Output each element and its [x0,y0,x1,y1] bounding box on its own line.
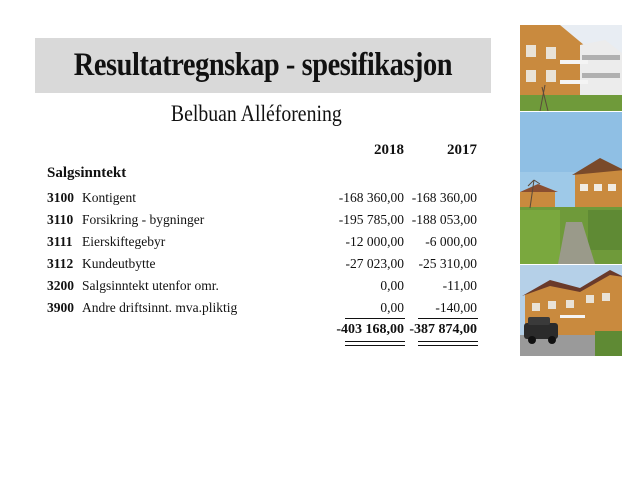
subtotal-rule-2017 [418,318,478,319]
table-row [47,234,487,254]
account-name: Kundeutbytte [82,256,156,271]
table-row [47,300,487,320]
photo-row-houses-with-car [520,265,622,356]
value-2018: -12 000,00 [345,234,404,249]
table-row [47,212,487,232]
year-header-2017: 2017 [447,142,477,158]
table-row [47,190,487,210]
value-2018: -27 023,00 [345,256,404,271]
subtotal-rule-2018 [345,318,405,319]
account-name: Andre driftsinnt. mva.pliktig [82,300,238,315]
account-code: 3112 [47,256,74,271]
value-2017: -25 310,00 [418,256,477,271]
account-code: 3900 [47,300,74,315]
value-2017: -168 360,00 [411,190,477,205]
value-2017: -188 053,00 [411,212,477,227]
value-2017: -140,00 [435,300,477,315]
page-title: Resultatregnskap - spesifikasjon [73,47,453,83]
value-2018: -195 785,00 [338,212,404,227]
title-bar [35,38,491,93]
table-row [47,256,487,276]
account-code: 3110 [47,212,74,227]
total-2018: -403 168,00 [336,322,404,337]
section-heading: Salgsinntekt [47,165,127,181]
value-2018: 0,00 [380,300,404,315]
organization-name: Belbuan Alléforening [170,101,342,126]
account-code: 3111 [47,234,73,249]
value-2018: -168 360,00 [338,190,404,205]
subtitle-container [0,101,512,127]
year-header-2018: 2018 [374,142,404,158]
account-code: 3100 [47,190,74,205]
value-2017: -6 000,00 [425,234,477,249]
account-name: Salgsinntekt utenfor omr. [82,278,219,293]
value-2018: 0,00 [380,278,404,293]
account-code: 3200 [47,278,74,293]
photo-apartment-building [520,25,622,111]
account-name: Eierskiftegebyr [82,234,166,249]
value-2017: -11,00 [442,278,477,293]
total-double-rule-2017 [418,341,478,346]
photo-houses-and-path [520,112,622,264]
table-row [47,278,487,298]
account-name: Forsikring - bygninger [82,212,205,227]
account-name: Kontigent [82,190,136,205]
total-2017: -387 874,00 [409,322,477,337]
total-double-rule-2018 [345,341,405,346]
